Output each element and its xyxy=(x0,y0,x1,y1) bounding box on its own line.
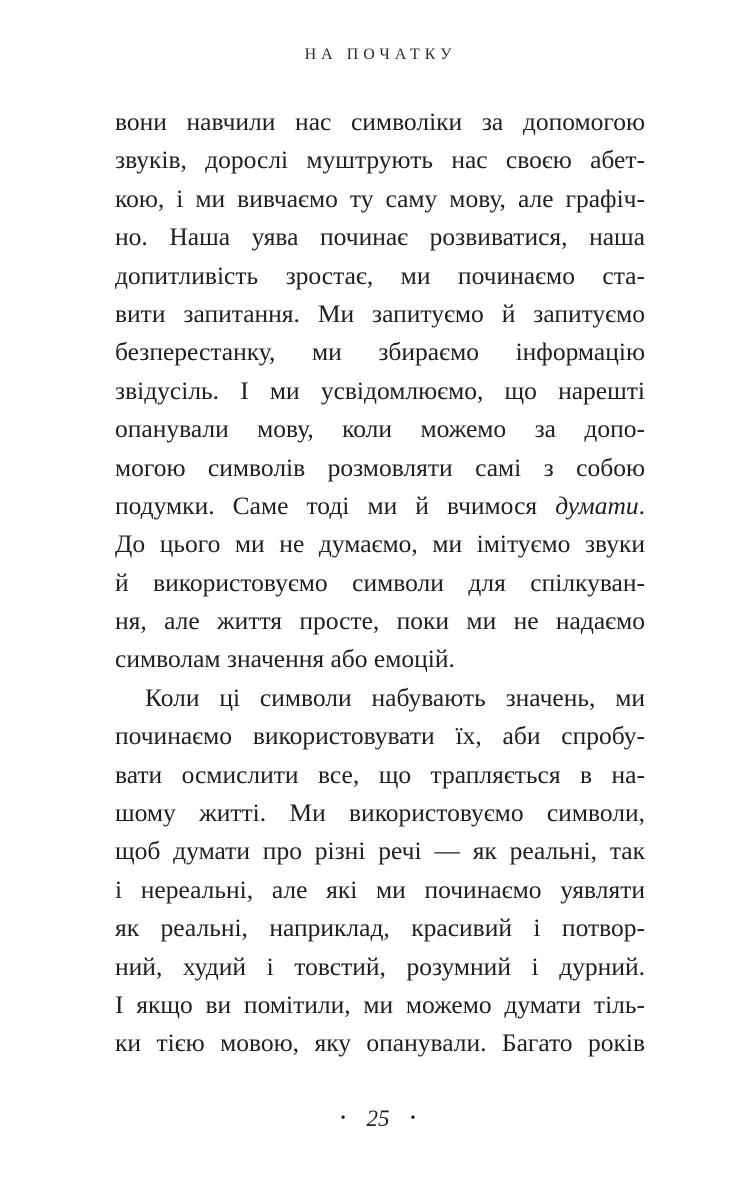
text-line: шому житті. Ми використовуємо символи, xyxy=(115,798,645,828)
text-line: І якщо ви помітили, ми можемо думати тіль- xyxy=(115,989,645,1019)
text-line: як реальні, наприклад, красивий і потвор- xyxy=(115,913,645,943)
text-line: вони навчили нас символіки за допомогою xyxy=(115,107,645,136)
text-line: ня, але життя просте, поки ми не надаємо xyxy=(115,606,645,636)
page-number-value: 25 xyxy=(366,1106,390,1131)
text-line: ки тією мовою, яку опанували. Багато років xyxy=(115,1028,645,1058)
text-line: безперестанку, ми збираємо інформацію xyxy=(115,337,645,367)
text-line: й використовуємо символи для спілкуван- xyxy=(115,567,645,597)
text-line: подумки. Саме тоді ми й вчимося думати. xyxy=(115,490,645,520)
text-line: опанували мову, коли можемо за допо- xyxy=(115,414,645,444)
text-line: вати осмислити все, що трапляється в на- xyxy=(115,759,645,789)
text-line: звідусіль. І ми усвідомлюємо, що нарешті xyxy=(115,375,645,405)
text-line: но. Наша уява починає розвиватися, наша xyxy=(115,222,645,252)
text-line: звуків, дорослі муштрують нас своєю абет- xyxy=(115,145,645,175)
text-line: Коли ці символи набувають значень, ми xyxy=(145,682,645,712)
page-number xyxy=(0,1106,756,1132)
text-line: вити запитання. Ми запитуємо й запитуємо xyxy=(115,298,645,328)
body-text xyxy=(115,103,645,1063)
text-line: символам значення або емоцій. xyxy=(115,644,455,674)
footer-bullet-right-icon: • xyxy=(410,1111,416,1126)
text-line: могою символів розмовляти самі з собою xyxy=(115,452,645,482)
text-line: допитливість зростає, ми починаємо ста- xyxy=(115,260,645,290)
text-line: щоб думати про різні речі — як реальні, так xyxy=(115,836,645,866)
text-line: починаємо використовувати їх, аби спробу- xyxy=(115,721,645,751)
footer-bullet-left-icon: • xyxy=(340,1111,346,1126)
text-line: До цього ми не думаємо, ми імітуємо звуки xyxy=(115,529,645,559)
running-head: НА ПОЧАТКУ xyxy=(304,46,457,63)
text-line: кою, і ми вивчаємо ту саму мову, але графіч- xyxy=(115,183,645,213)
text-line: і нереальні, але які ми починаємо уявляти xyxy=(115,874,645,904)
text-line: ний, худий і товстий, розумний і дурний. xyxy=(115,951,645,981)
